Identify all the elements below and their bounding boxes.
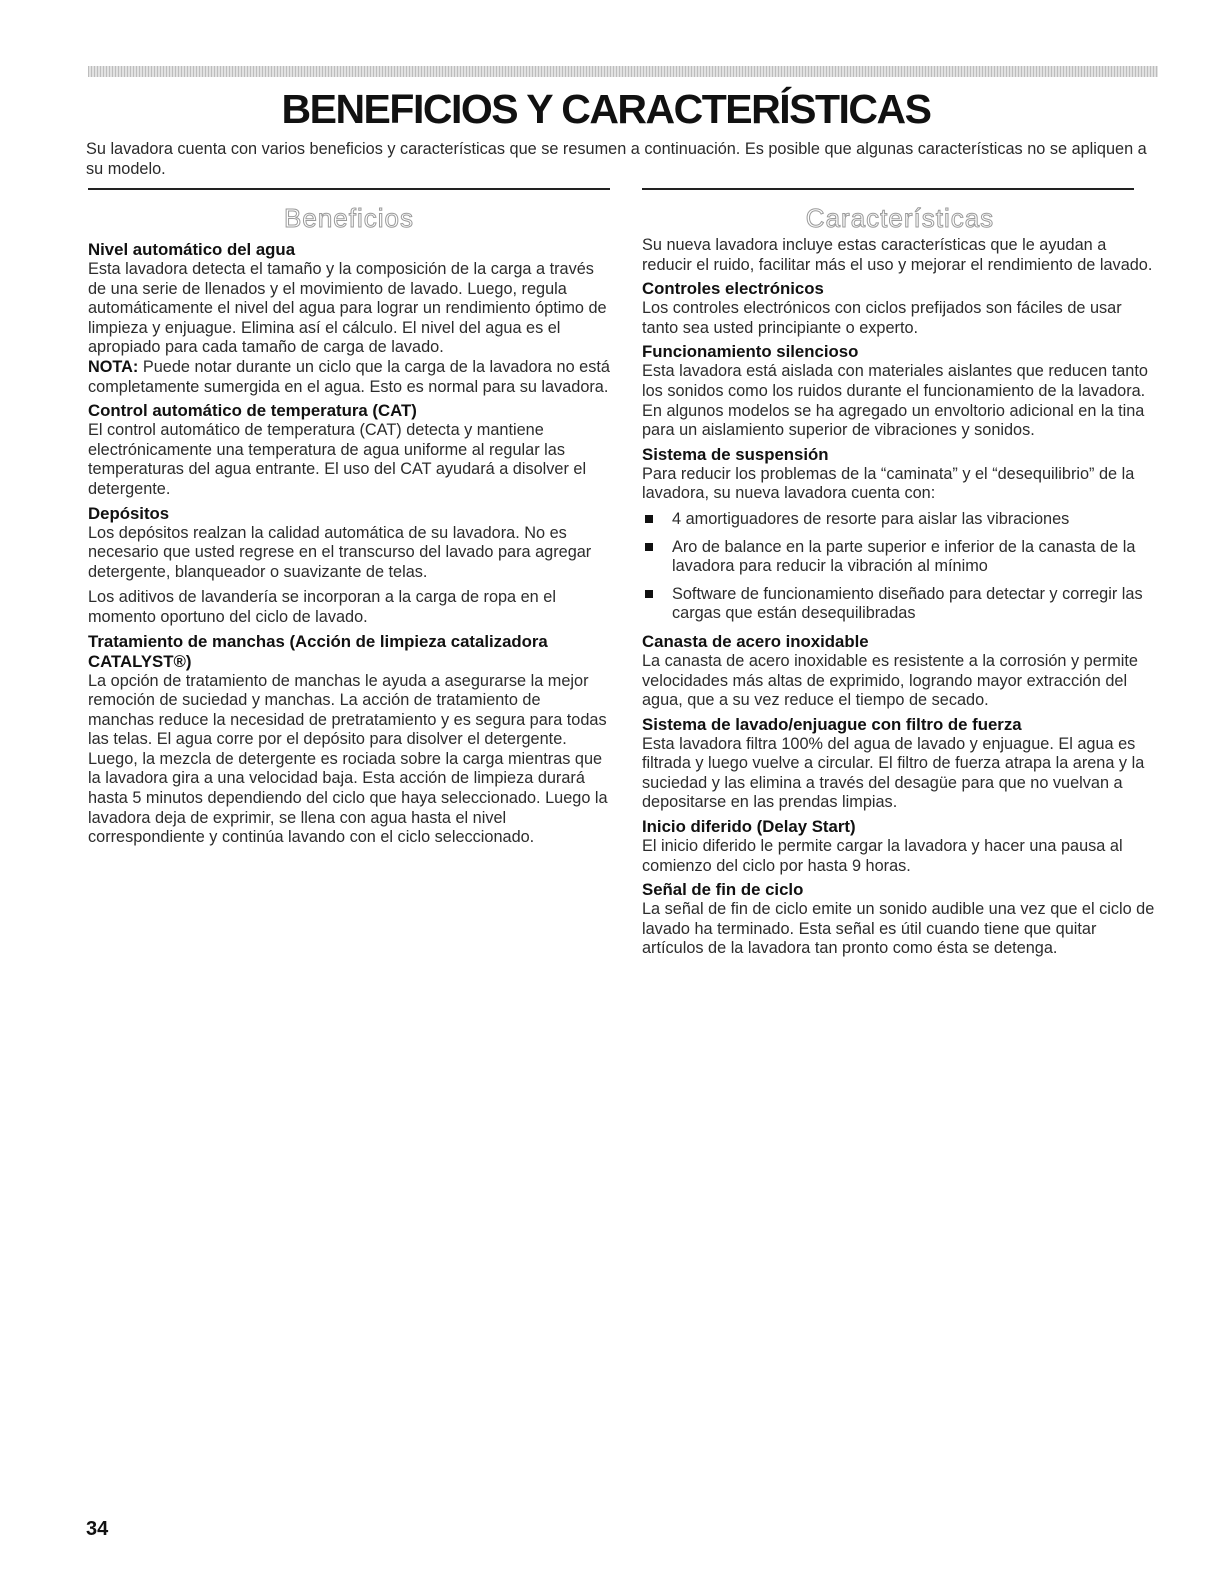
suspension-title: Sistema de suspensión	[642, 444, 829, 464]
suspension-bullet-list	[642, 510, 1158, 624]
controles-text: Los controles electrónicos con ciclos prefijados son fáciles de usar tanto sea usted principiante o experto.	[642, 299, 1122, 337]
features-intro: Su nueva lavadora incluye estas características que le ayudan a reducir el ruido, facilitar más el uso y mejorar el rendimiento de lavado.	[642, 236, 1153, 274]
suspension-text: Para reducir los problemas de la “caminata” y el “desequilibrio” de la lavadora, su nueva lavadora cuenta con:	[642, 464, 1135, 503]
square-bullet-icon	[645, 543, 653, 551]
filtro-title: Sistema de lavado/enjuague con filtro de fuerza	[642, 714, 1022, 734]
silencioso-title: Funcionamiento silencioso	[642, 342, 859, 362]
cat-text: El control automático de temperatura (CAT) detecta y mantiene electrónicamente una temperatura de agua uniforme al regular las temperaturas del agua entrante. El uso del CAT ayudará a disolver el detergente.	[88, 421, 587, 498]
nivel-title: Nivel automático del agua	[88, 240, 296, 259]
intro-text: Su lavadora cuenta con varios beneficios y características que se resumen a continuación. Es posible que algunas características no se apliquen a su modelo.	[86, 140, 1147, 178]
features-heading: Características	[805, 203, 995, 233]
senal-text: La señal de fin de ciclo emite un sonido audible una vez que el ciclo de lavado ha terminado. Esta señal es útil cuando tiene que quitar artículos de la lavadora tan pronto como ésta se detenga.	[642, 900, 1155, 958]
square-bullet-icon	[645, 590, 653, 598]
manchas-text: La opción de tratamiento de manchas le ayuda a asegurarse la mejor remoción de suciedad y manchas. La acción de tratamiento de manchas reduce la necesidad de pretratamiento y es segura para todas las telas. El agua corre por el depósito para disolver el detergente. Luego, la mezcla de detergente es rociada sobre la carga mientras que la lavadora gira a una velocidad baja. Esta acción de limpieza durará hasta 5 minutos dependiendo del ciclo que haya seleccionado. Luego la lavadora deja de exprimir, se llena con agua hasta el nivel correspondiente y continúa lavando con el ciclo seleccionado.	[88, 671, 608, 847]
page-number: 34	[86, 1518, 109, 1540]
benefits-heading: Beneficios	[284, 203, 414, 233]
page-title: BENEFICIOS Y CARACTERÍSTICAS	[281, 86, 931, 132]
canasta-text: La canasta de acero inoxidable es resistente a la corrosión y permite velocidades más altas de exprimido, logrando mayor extracción del agua, que a su vez reduce el tiempo de secado.	[642, 651, 1138, 710]
depositos-title: Depósitos	[88, 503, 170, 523]
top-decorative-band	[88, 66, 1158, 77]
nivel-text: Esta lavadora detecta el tamaño y la composición de la carga a través de una serie de llenados y el movimiento de lavado. Luego, regula automáticamente el nivel del agua para lograr un rendimiento óptimo de limpieza y enjuague. Elimina así el cálculo. El nivel del agua es el apropiado para cada tamaño de carga de lavado.	[88, 260, 607, 357]
list-item	[642, 510, 1158, 530]
senal-title: Señal de fin de ciclo	[642, 880, 804, 900]
note-label: NOTA:	[88, 357, 139, 376]
bullet-text: Software de funcionamiento diseñado para detectar y corregir las cargas que están desequilibradas	[672, 584, 1143, 623]
depositos-text-2: Los aditivos de lavandería se incorporan a la carga de ropa en el momento oportuno del ciclo de lavado.	[88, 588, 556, 626]
list-item	[642, 538, 1158, 577]
square-bullet-icon	[645, 515, 653, 523]
right-column-rule	[642, 188, 1134, 190]
inicio-title: Inicio diferido (Delay Start)	[642, 817, 856, 837]
silencioso-text: Esta lavadora está aislada con materiales aislantes que reducen tanto los sonidos como los ruidos durante el funcionamiento de la lavadora. En algunos modelos se ha agregado un envoltorio adicional en la tina para un aislamiento superior de vibraciones y sonidos.	[642, 362, 1148, 440]
filtro-text: Esta lavadora filtra 100% del agua de lavado y enjuague. El agua es filtrada y luego vuelve a circular. El filtro de fuerza atrapa la arena y la suciedad y las elimina a través del desagüe para que no vuelvan a depositarse en las prendas limpias.	[642, 734, 1145, 812]
manchas-title: Tratamiento de manchas (Acción de limpieza catalizadora CATALYST®)	[88, 631, 548, 671]
depositos-text-1: Los depósitos realzan la calidad automática de su lavadora. No es necesario que usted regrese en el transcurso del lavado para agregar detergente, blanqueador o suavizante de telas.	[88, 523, 592, 581]
controles-title: Controles electrónicos	[642, 279, 824, 299]
left-column-rule	[88, 188, 610, 190]
bullet-text: 4 amortiguadores de resorte para aislar las vibraciones	[672, 509, 1070, 528]
features-column	[642, 198, 1158, 959]
note-text: Puede notar durante un ciclo que la carga de la lavadora no está completamente sumergida en el agua. Esto es normal para su lavadora.	[88, 357, 610, 396]
canasta-title: Canasta de acero inoxidable	[642, 631, 869, 651]
inicio-text: El inicio diferido le permite cargar la lavadora y hacer una pausa al comienzo del ciclo por hasta 9 horas.	[642, 837, 1123, 875]
cat-title: Control automático de temperatura (CAT)	[88, 401, 417, 421]
bullet-text: Aro de balance en la parte superior e inferior de la canasta de la lavadora para reducir la vibración al mínimo	[672, 537, 1136, 576]
nivel-note	[88, 358, 610, 397]
list-item	[642, 585, 1158, 624]
benefits-column	[88, 198, 610, 848]
